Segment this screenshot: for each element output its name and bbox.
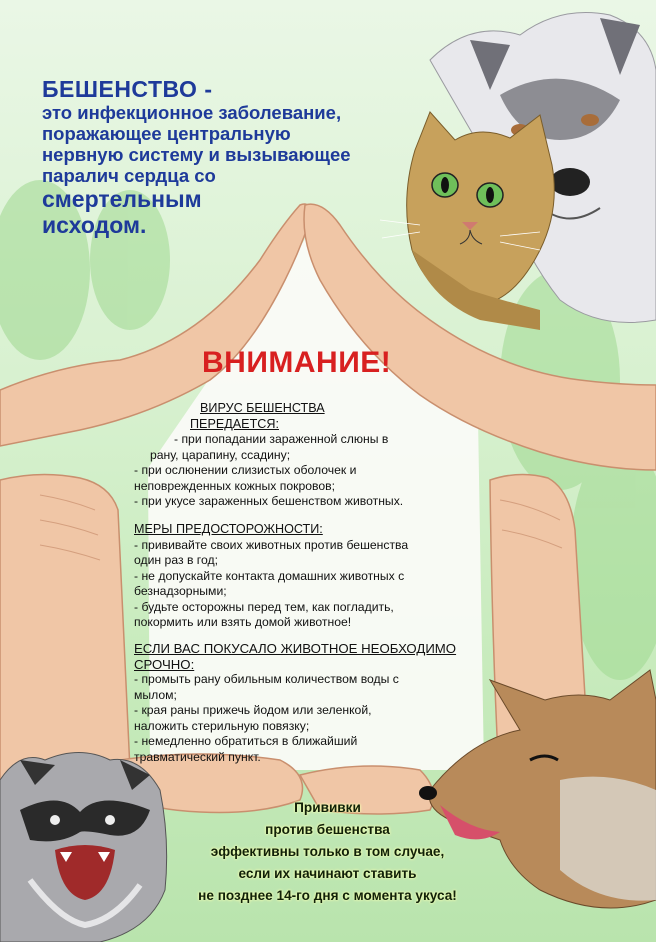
footer-line: не позднее 14-го дня с момента укуса! [198,888,457,903]
headline-emphasis: смертельным [42,186,202,212]
transmission-section [134,401,474,510]
headline-block [42,76,422,238]
list-item: - будьте осторожны перед тем, как погладить, [134,599,394,614]
list-item: рану, царапину, ссадину; [150,447,291,462]
bitten-title: СРОЧНО: [134,656,195,672]
headline-line: паралич сердца со [42,165,216,186]
list-item: - при попадании зараженной слюны в [174,432,389,446]
list-item: - прививайте своих животных против бешенства [134,537,409,552]
list-item: - при ослюнении слизистых оболочек и [134,463,357,477]
headline-title: БЕШЕНСТВО - [42,76,213,102]
footer-line: эффективны только в том случае, [210,844,445,859]
list-item: - промыть рану обильным количеством воды с [134,672,399,686]
footer-line: против бешенства [265,822,390,837]
list-item: - немедленно обратиться в ближайший [134,734,358,748]
transmission-title: ПЕРЕДАЕТСЯ: [190,416,279,431]
list-item: - при укусе зараженных бешенством животных. [134,494,404,508]
list-item: - не допускайте контакта домашних животных с [134,568,405,583]
headline-line: это инфекционное заболевание, [42,102,342,123]
attention-heading: ВНИМАНИЕ! [202,346,392,379]
bitten-title: ЕСЛИ ВАС ПОКУСАЛО ЖИВОТНОЕ НЕОБХОДИМО [134,641,457,656]
list-item: - края раны прижечь йодом или зеленкой, [134,703,372,717]
list-item: наложить стерильную повязку; [134,718,310,733]
headline-emphasis: исходом. [42,212,147,238]
raccoon-illustration [0,753,167,942]
transmission-title: ВИРУС БЕШЕНСТВА [200,401,325,415]
precautions-section [134,522,484,631]
footer-line: если их начинают ставить [238,866,417,881]
footer-line: Прививки [294,800,361,815]
list-item: мылом; [134,687,177,702]
list-item: покормить или взять домой животное! [134,615,352,629]
bitten-section [134,641,484,765]
vaccination-note [150,797,505,907]
list-item: неповрежденных кожных покровов; [134,478,335,493]
precautions-title: МЕРЫ ПРЕДОСТОРОЖНОСТИ: [134,522,323,536]
list-item: травматический пункт. [134,749,261,764]
list-item: безнадзорными; [134,584,227,598]
headline-line: поражающее центральную [42,123,291,144]
list-item: один раз в год; [134,553,218,567]
headline-line: нервную систему и вызывающее [42,144,351,165]
